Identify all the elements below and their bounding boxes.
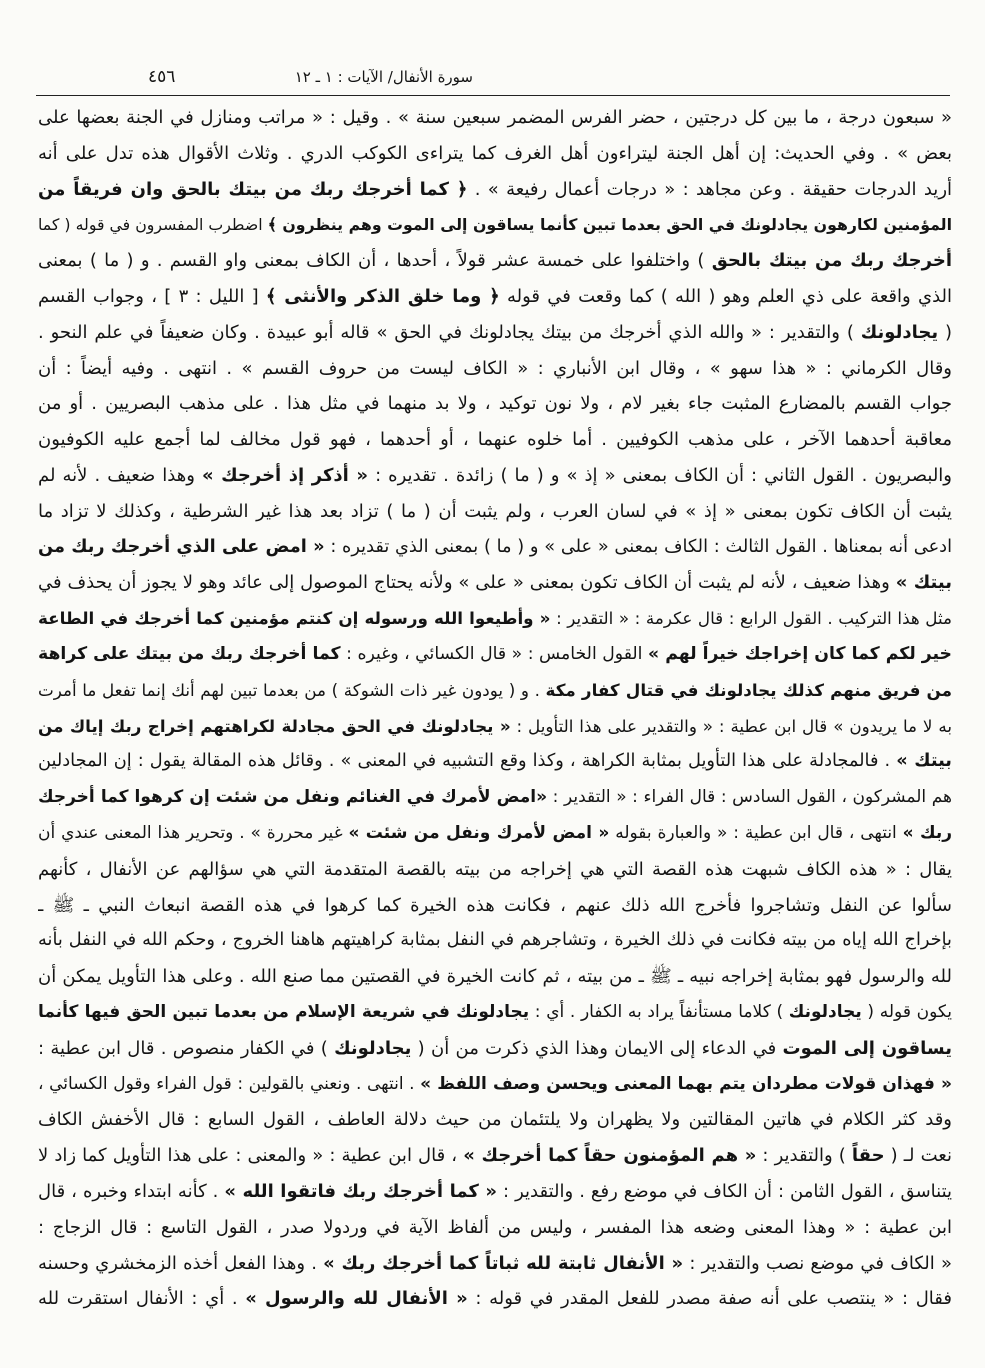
text-line — [38, 172, 952, 208]
text-line — [38, 959, 952, 995]
emphasis-text: يجادلونك — [334, 1037, 412, 1059]
emphasis-text: حقاً — [851, 1145, 885, 1167]
text-span: وهذا ضعيف . لأنه لم — [38, 464, 202, 486]
text-line — [38, 673, 952, 709]
emphasis-text: يساقون إلى الموت — [782, 1037, 952, 1059]
text-span: [ الليل : ٣ ] ، وجواب القسم — [38, 285, 266, 307]
emphasis-text: « الأنفال لله والرسول » — [245, 1288, 468, 1310]
text-line — [38, 1174, 952, 1210]
emphasis-text: ﴿ كما أخرجك ربك من بيتك بالحق وان فريقاً من — [38, 178, 468, 200]
text-line — [38, 279, 952, 315]
page-header — [36, 62, 950, 92]
text-line — [38, 1031, 952, 1067]
text-line — [38, 565, 952, 601]
text-span: يتناسق ، القول الثامن : أن الكاف في موضع رفع . والتقدير : — [497, 1180, 952, 1202]
text-span: مثل هذا التركيب . القول الرابع : قال عكرمة : « التقدير : — [550, 608, 952, 629]
text-span: وقد كثر الكلام في هاتين المقالتين ولا يظهران ولا يلتئمان من حيث دلالة العاطف ، القول السابع : قال الأخفش الكاف — [38, 1109, 952, 1131]
text-line — [38, 1210, 952, 1246]
text-line — [38, 351, 952, 387]
emphasis-text: يجادلونك — [788, 1001, 862, 1022]
text-span: . أي : الأنفال استقرت لله — [38, 1288, 246, 1310]
text-line — [38, 816, 952, 852]
text-span: أريد الدرجات حقيقة . وعن مجاهد : « درجات أعمال رفيعة » . — [467, 178, 952, 200]
emphasis-text: ربك » — [902, 822, 952, 843]
text-span: ) والتقدير : — [756, 1145, 852, 1167]
emphasis-text: ﴿ وما خلق الذكر والأنثى ﴾ — [265, 285, 500, 307]
emphasis-text: خير لكم كما كان إخراجك خيراً لهم » — [648, 643, 952, 664]
text-line — [38, 530, 952, 566]
emphasis-text: «امض لأمرك في الغنائم ونفل من شئت إن كرهوا كما أخرجك — [38, 787, 548, 808]
text-span: جواب القسم بالمضارع المثبت جاء بغير لام ، ولا نون توكيد ، ولا بد منهما في مثل هذا . على مذهب البصريين . أو من — [38, 393, 952, 415]
emphasis-text: المؤمنين لكارهون يجادلونك في الحق بعدما تبين كأنما يساقون إلى الموت وهم ينظرون ﴾ — [267, 215, 952, 235]
text-span: ) والتقدير : « والله الذي أخرجك من بيتك يجادلونك في الحق » قاله أبو عبيدة . وكان ضعيفاً في علم النحو . — [38, 321, 861, 343]
text-span: ( — [938, 321, 952, 343]
text-line — [38, 243, 952, 279]
text-line — [38, 923, 952, 959]
text-span: غير محررة » . وتحرير هذا المعنى عندي أن — [38, 822, 349, 843]
emphasis-text: « امض على الذي أخرجك ربك من — [38, 536, 325, 557]
text-span: . انتهى . ونعني بالقولين : قول الفراء وقول الكسائي ، — [38, 1073, 421, 1094]
emphasis-text: أخرجك ربك من بيتك بالحق — [711, 250, 952, 272]
text-span: بإخراج الله إياه من بيته فكانت في ذلك الخيرة ، وتشاجرهم في النفل بمثابة كراهيتهم هاهنا الخروج ، وحكم الله في النفل بأنه — [38, 930, 952, 951]
text-line — [38, 744, 952, 780]
text-span: وقال الكرماني : « هذا سهو » ، وقال ابن الأنباري : « الكاف ليست من حروف القسم » . انتهى . وفيه أيضاً : أن — [38, 357, 952, 379]
emphasis-text: « امض لأمرك ونفل من شئت » — [348, 822, 610, 843]
text-span: هم المشركون ، القول السادس : قال الفراء : « التقدير : — [547, 787, 952, 808]
emphasis-text: يجادلونك — [860, 321, 939, 343]
text-line — [38, 1102, 952, 1138]
text-span: . فالمجادلة على هذا التأويل بمثابة الكراهة ، وكذا وقع التشبيه في المعنى » . وقائل هذه المقالة يقول : إن المجادلين — [38, 751, 897, 772]
text-span: معاقبة أحدهما الآخر ، على مذهب الكوفيين . أما خلوه عنهما ، أو أحدهما ، فهو قول مخالف لما أجمع عليه الكوفيون — [38, 429, 952, 451]
text-span: ابن عطية : « وهذا المعنى وضعه هذا المفسر ، وليس من ألفاظ الآية في وردولا صدر ، القول التاسع : قال الزجاج : — [38, 1216, 952, 1238]
text-span: وهذا ضعيف ، لأنه لم يثبت أن الكاف تكون بمعنى « على » ولأنه يحتاج الموصول إلى عائد وهو لا يجوز أن يحذف في — [38, 572, 896, 594]
emphasis-text: من فريق منهم كذلك يجادلونك في قتال كفار مكة — [545, 679, 952, 700]
header-rule — [36, 95, 950, 96]
text-span: بعض » . وفي الحديث: إن أهل الجنة ليتراءون أهل الغرف كما يتراءى الكوكب الدري . وثلاث الأقوال هذه تدل على أنه — [38, 142, 952, 164]
text-line — [38, 207, 952, 243]
emphasis-text: بيتك » — [896, 751, 952, 772]
text-span: ) كلاما مستأنفاً يراد به الكفار . أي : — [529, 1001, 789, 1022]
text-line — [38, 780, 952, 816]
text-span: اضطرب المفسرون في قوله ( كما — [38, 215, 268, 235]
text-span: ، قال ابن عطية : « والمعنى : على هذا التأويل كما زاد لا — [38, 1145, 464, 1167]
emphasis-text: يجادلونك في شريعة الإسلام من بعدما تبين الحق فيها كأنما — [38, 1001, 530, 1022]
emphasis-text: « كما أخرجك ربك فاتقوا الله » — [224, 1180, 498, 1202]
text-line — [38, 136, 952, 172]
text-span: في الدعاء إلى الايمان وهذا الذي ذكرت من أن ( — [411, 1037, 783, 1059]
text-line — [38, 315, 952, 351]
text-line — [38, 386, 952, 422]
text-line — [38, 601, 952, 637]
text-line — [38, 1067, 952, 1103]
text-line — [38, 995, 952, 1031]
text-span: « سبعون درجة ، ما بين كل درجتين ، حضر الفرس المضمر سبعين سنة » . وقيل : « مراتب ومنازل في الجنة بعضها على — [38, 107, 952, 128]
text-span: يقال : « هذه الكاف شبهت هذه القصة التي هي إخراجه من بيته بالقصة المتقدمة التي هي سؤالهم عن الأنفال ، كأنهم — [38, 858, 952, 880]
text-span: . كأنه ابتداء وخبره ، قال — [38, 1180, 225, 1202]
text-span: نعت لـ ( — [884, 1145, 952, 1167]
text-line — [38, 888, 952, 924]
text-span: ) واختلفوا على خمسة عشر قولاً ، أحدها ، أن الكاف بمعنى واو القسم . و ( ما ) بمعنى — [38, 250, 712, 272]
emphasis-text: « وأطيعوا الله ورسوله إن كنتم مؤمنين كما أخرجك في الطاعة — [38, 608, 551, 629]
text-span: لله والرسول فهو بمثابة إخراجه نبيه ـ ﷺ ـ من بيته ، ثم كانت الخيرة في القصتين مما صنع الله . وعلى هذا التأويل يمكن أن — [38, 966, 952, 988]
emphasis-text: « يجادلونك في الحق مجادلة لكراهتهم إخراج ربك إياك من — [38, 715, 511, 736]
text-line — [38, 852, 952, 888]
emphasis-text: كما أخرجك ربك من بيتك على كراهة — [38, 643, 341, 664]
text-span: ) في الكفار منصوص . قال ابن عطية : — [38, 1037, 335, 1059]
text-span: . و ( يودون غير ذات الشوكة ) من بعدما تبين لهم أنك إنما تفعل ما أمرت — [38, 679, 546, 700]
text-line — [38, 1281, 952, 1317]
emphasis-text: « الأنفال ثابتة لله ثباتاً كما أخرجك ربك » — [323, 1252, 684, 1274]
text-span: والبصريون . القول الثاني : أن الكاف بمعنى « إذ » و ( ما ) زائدة . تقديره : — [368, 464, 952, 486]
text-line — [38, 637, 952, 673]
text-span: فقال : « ينتصب على أنه صفة مصدر للفعل المقدر في قوله : — [467, 1288, 952, 1310]
text-span: انتهى ، قال ابن عطية : « والعبارة بقوله — [609, 822, 903, 843]
text-span: . وهذا الفعل أخذه الزمخشري وحسنه — [38, 1252, 324, 1274]
text-line — [38, 494, 952, 530]
text-span: « الكاف في موضع نصب والتقدير : — [683, 1252, 952, 1274]
body-text — [38, 100, 952, 1317]
text-line — [38, 458, 952, 494]
page-number: ٤٥٦ — [148, 67, 176, 87]
text-line — [38, 100, 952, 136]
text-line — [38, 709, 952, 745]
emphasis-text: « فهذان قولات مطردان يتم بهما المعنى ويحسن وصف اللفظ » — [420, 1073, 952, 1094]
text-span: به لا ما يريدون » قال ابن عطية : « والتقدير على هذا التأويل : — [510, 715, 952, 736]
text-span: يكون قوله ( — [861, 1001, 952, 1022]
emphasis-text: « هم المؤمنون حقاً كما أخرجك » — [463, 1145, 757, 1167]
text-span: سألوا عن النفل وتشاجروا فأخرج الله ذلك عنهم ، فكانت هذه الخيرة كما كرهوا في هذه القصة انبعاث النبي ـ ﷺ ـ — [38, 894, 952, 916]
text-line — [38, 1138, 952, 1174]
text-line — [38, 422, 952, 458]
text-span: القول الخامس : « قال الكسائي ، وغيره : — [340, 643, 648, 664]
emphasis-text: بيتك » — [895, 572, 952, 594]
emphasis-text: « أذكر إذ أخرجك » — [201, 464, 369, 486]
text-span: الذي واقعة على ذي العلم وهو ( الله ) كما وقعت في قوله — [499, 285, 952, 307]
text-line — [38, 1246, 952, 1282]
running-title: سورة الأنفال/ الآيات : ١ ـ ١٢ — [294, 68, 473, 86]
text-span: ادعى أنه بمعناها . القول الثالث : الكاف بمعنى « على » و ( ما ) بمعنى الذي تقديره : — [324, 536, 952, 557]
text-span: يثبت أن الكاف تكون بمعنى « إذ » في لسان العرب ، ولم يثبت أن ( ما ) تزاد بعد هذا غير الشرطية ، وكذلك لا تزاد ما — [38, 500, 952, 522]
